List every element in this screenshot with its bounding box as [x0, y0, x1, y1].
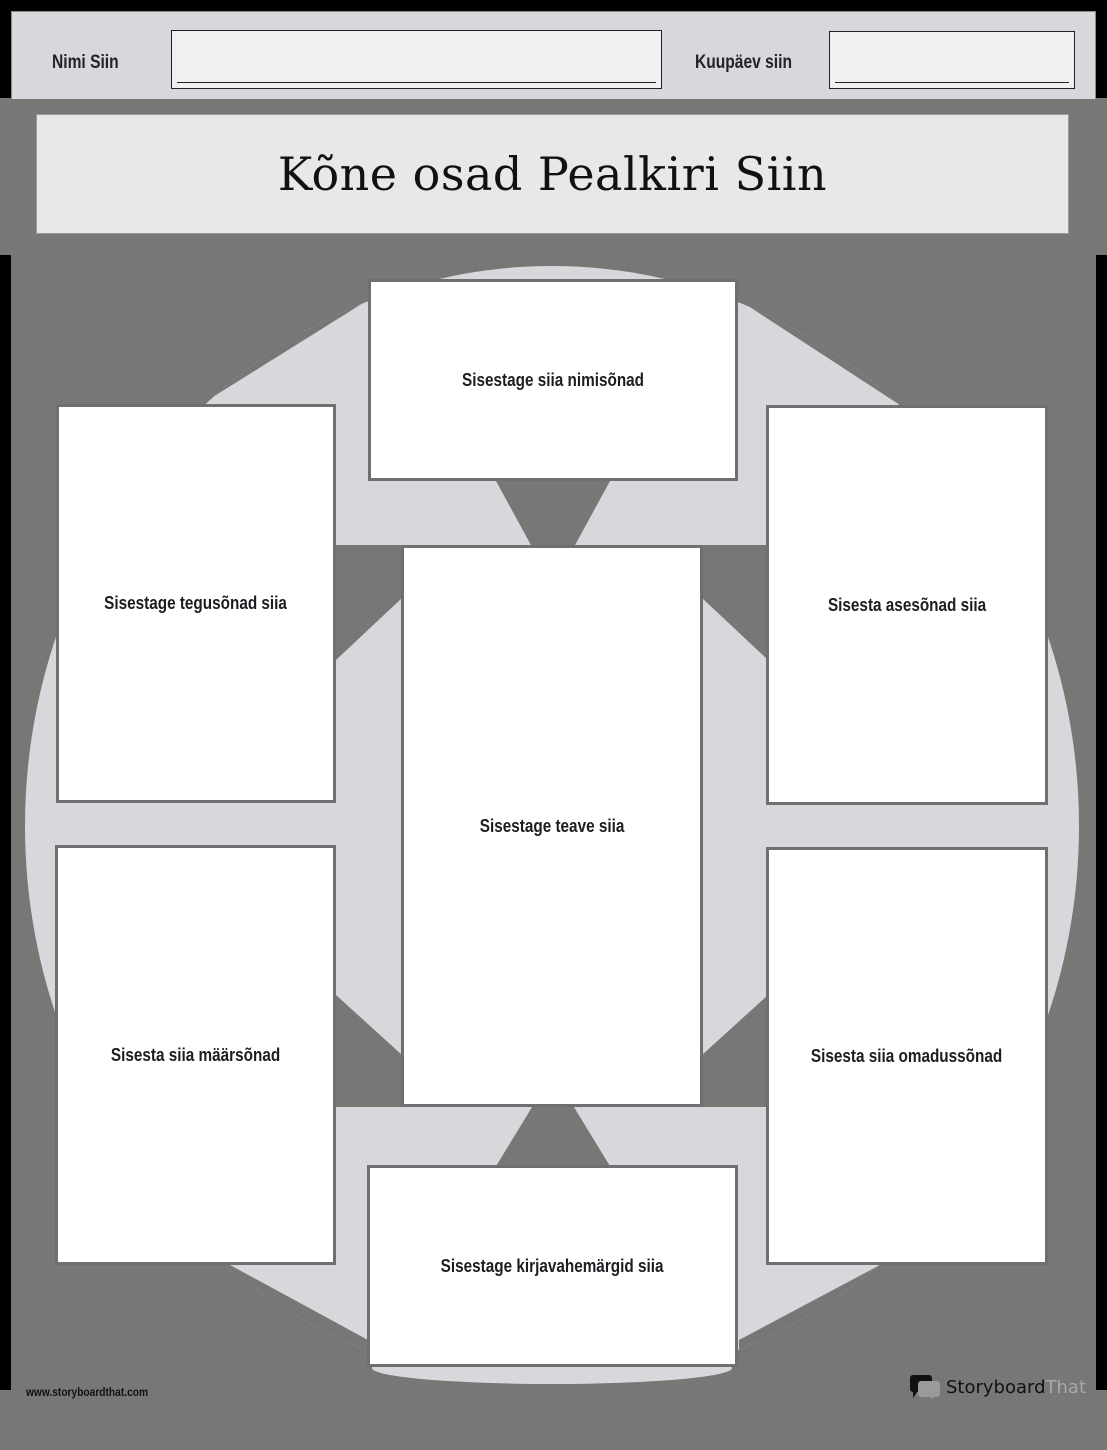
box-punctuation[interactable]: [367, 1165, 738, 1367]
box-adjectives-label: Sisesta siia omadussõnad: [811, 1045, 1003, 1066]
box-adverbs[interactable]: [55, 845, 336, 1265]
box-pronouns[interactable]: [766, 405, 1048, 805]
storyboardthat-logo: [908, 1372, 1086, 1402]
box-nouns[interactable]: [368, 279, 738, 481]
box-adverbs-label: Sisesta siia määrsõnad: [110, 1044, 281, 1065]
box-center-info[interactable]: [401, 545, 703, 1107]
logo-text-that: That: [1045, 1376, 1087, 1398]
logo-text-storyboard: Storyboard: [946, 1376, 1046, 1398]
speech-bubbles-icon: [908, 1373, 942, 1401]
page-title: Kõne osad Pealkiri Siin: [277, 147, 828, 201]
name-label: Nimi Siin: [52, 52, 119, 73]
box-pronouns-label: Sisesta asesõnad siia: [827, 594, 987, 615]
box-verbs-label: Sisestage tegusõnad siia: [104, 593, 288, 613]
box-nouns-label: Sisestage siia nimisõnad: [462, 369, 644, 390]
footer-url[interactable]: www.storyboardthat.com: [26, 1385, 149, 1399]
box-verbs[interactable]: [56, 404, 336, 803]
box-adjectives[interactable]: [766, 847, 1048, 1265]
box-punctuation-label: Sisestage kirjavahemärgid siia: [441, 1255, 664, 1276]
box-center-label: Sisestage teave siia: [479, 815, 625, 836]
date-label: Kuupäev siin: [695, 52, 792, 73]
